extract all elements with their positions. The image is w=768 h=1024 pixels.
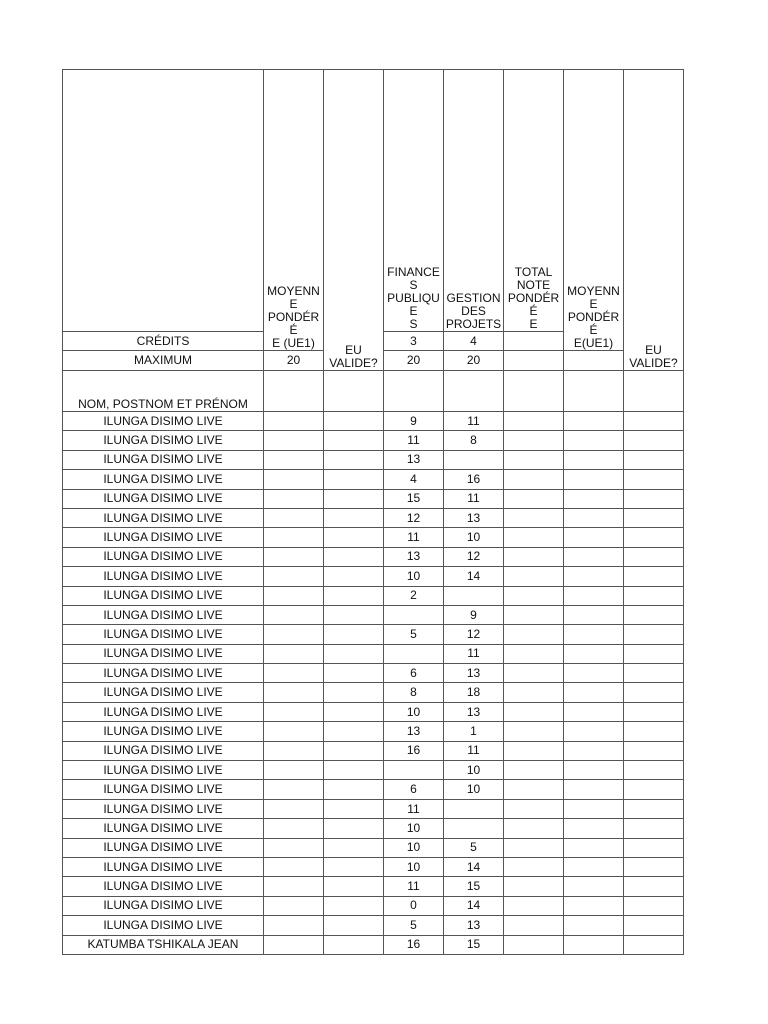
gestion-cell: 10 [444,780,504,799]
total-cell [504,819,564,838]
student-name: ILUNGA DISIMO LIVE [63,644,264,663]
blank-header-cell [63,70,264,332]
student-name: ILUNGA DISIMO LIVE [63,450,264,469]
header-row-titles [63,70,684,332]
student-name: ILUNGA DISIMO LIVE [63,431,264,450]
eu-valide-cell [324,567,384,586]
student-name: ILUNGA DISIMO LIVE [63,412,264,431]
total-note-ponderee-header: TOTAL NOTE PONDÉRÉ E [504,70,564,332]
gestion-cell [444,450,504,469]
total-cell [504,605,564,624]
finances-cell: 13 [384,547,444,566]
table-row [63,489,684,508]
student-name: ILUNGA DISIMO LIVE [63,528,264,547]
moyenne-cell [264,547,324,566]
gestion-cell: 15 [444,877,504,896]
gestion-cell: 10 [444,528,504,547]
moyenne-cell [264,625,324,644]
table-row [63,625,684,644]
eu-valide-cell [324,819,384,838]
gestion-cell [444,819,504,838]
total-cell [504,916,564,935]
eu-valide-cell [324,586,384,605]
eu-valide-cell [324,664,384,683]
total-cell [504,508,564,527]
moyenne-cell-2 [564,799,624,818]
finances-publiques-header: FINANCES PUBLIQUE S [384,70,444,332]
eu-valide-cell [324,741,384,760]
moyenne-cell-2 [564,683,624,702]
eu-valide-cell [324,916,384,935]
table-row [63,896,684,915]
total-cell [504,450,564,469]
eu-valide-cell-2 [624,489,684,508]
student-name: ILUNGA DISIMO LIVE [63,547,264,566]
table-row [63,605,684,624]
moyenne-cell [264,935,324,954]
student-name: ILUNGA DISIMO LIVE [63,799,264,818]
eu-valide-cell-2 [624,508,684,527]
credits-finances: 3 [384,332,444,351]
gestion-cell: 11 [444,644,504,663]
eu-valide-cell-2 [624,916,684,935]
moyenne-cell [264,799,324,818]
eu-valide-cell [324,799,384,818]
moyenne-cell-2 [564,450,624,469]
student-name: ILUNGA DISIMO LIVE [63,722,264,741]
total-cell [504,412,564,431]
total-cell [504,838,564,857]
moyenne-cell [264,761,324,780]
finances-cell: 6 [384,780,444,799]
total-cell [504,857,564,876]
table-row [63,877,684,896]
eu-valide-cell [324,722,384,741]
eu-valide-cell-2 [624,935,684,954]
moyenne-cell [264,722,324,741]
total-cell [504,702,564,721]
moyenne-cell-2 [564,722,624,741]
eu-valide-cell [324,780,384,799]
moyenne-cell [264,567,324,586]
gestion-cell: 18 [444,683,504,702]
moyenne-cell-2 [564,586,624,605]
moyenne-cell [264,605,324,624]
maximum-finances: 20 [384,351,444,371]
eu-valide-cell [324,470,384,489]
eu-valide-cell-2 [624,586,684,605]
finances-cell: 13 [384,722,444,741]
gestion-cell: 1 [444,722,504,741]
moyenne-cell [264,586,324,605]
eu-valide-cell-2 [624,644,684,663]
eu-valide-cell [324,857,384,876]
maximum-label: MAXIMUM [63,351,264,371]
finances-cell: 8 [384,683,444,702]
student-name: ILUNGA DISIMO LIVE [63,625,264,644]
eu-valide-cell-2 [624,625,684,644]
eu-valide-cell-2 [624,896,684,915]
eu-valide-cell [324,625,384,644]
total-cell [504,761,564,780]
table-row [63,644,684,663]
moyenne-cell-2 [564,625,624,644]
eu-valide-cell-2 [624,547,684,566]
gestion-cell: 11 [444,741,504,760]
table-row [63,722,684,741]
finances-cell: 12 [384,508,444,527]
gestion-cell: 13 [444,664,504,683]
name-column-header-row [63,371,684,412]
eu-valide-cell-2 [624,450,684,469]
gestion-cell: 16 [444,470,504,489]
table-row [63,741,684,760]
gestion-cell: 12 [444,625,504,644]
moyenne-cell-2 [564,508,624,527]
table-row [63,528,684,547]
gestion-cell: 15 [444,935,504,954]
maximum-gestion: 20 [444,351,504,371]
finances-cell: 15 [384,489,444,508]
moyenne-cell [264,683,324,702]
moyenne-cell-2 [564,857,624,876]
finances-cell: 5 [384,916,444,935]
student-name: ILUNGA DISIMO LIVE [63,567,264,586]
total-cell [504,683,564,702]
moyenne-cell [264,528,324,547]
total-cell [504,431,564,450]
eu-valide-cell-2 [624,431,684,450]
total-cell [504,470,564,489]
moyenne-cell [264,838,324,857]
table-row [63,838,684,857]
gestion-cell: 11 [444,489,504,508]
total-cell [504,722,564,741]
moyenne-cell-2 [564,644,624,663]
eu-valide-header: EU VALIDE? [324,70,384,371]
gestion-cell: 14 [444,896,504,915]
eu-valide-cell [324,683,384,702]
student-name: ILUNGA DISIMO LIVE [63,683,264,702]
finances-cell: 6 [384,664,444,683]
name-column-header: NOM, POSTNOM ET PRÉNOM [63,371,264,412]
total-cell [504,586,564,605]
table-row [63,470,684,489]
eu-valide-cell [324,877,384,896]
total-cell [504,489,564,508]
moyenne-cell-2 [564,916,624,935]
moyenne-cell [264,508,324,527]
student-name: ILUNGA DISIMO LIVE [63,508,264,527]
moyenne-cell-2 [564,819,624,838]
gestion-cell [444,586,504,605]
moyenne-cell [264,470,324,489]
eu-valide-cell-2 [624,838,684,857]
student-name: ILUNGA DISIMO LIVE [63,857,264,876]
finances-cell [384,644,444,663]
eu-valide-cell-2 [624,722,684,741]
eu-valide-cell-2 [624,780,684,799]
moyenne-cell [264,450,324,469]
moyenne-cell-2 [564,761,624,780]
table-row [63,857,684,876]
moyenne-cell-2 [564,431,624,450]
moyenne-cell-2 [564,896,624,915]
eu-valide-cell [324,431,384,450]
table-row [63,431,684,450]
eu-valide-cell-2 [624,664,684,683]
table-row [63,819,684,838]
total-cell [504,780,564,799]
grades-table-body [63,70,684,955]
moyenne-cell-2 [564,935,624,954]
student-name: ILUNGA DISIMO LIVE [63,664,264,683]
moyenne-cell [264,489,324,508]
finances-cell: 10 [384,702,444,721]
moyenne-cell-2 [564,838,624,857]
gestion-cell: 8 [444,431,504,450]
eu-valide-cell [324,528,384,547]
credits-label: CRÉDITS [63,332,264,351]
moyenne-cell-2 [564,605,624,624]
moyenne-cell [264,916,324,935]
gestion-cell: 9 [444,605,504,624]
finances-cell: 2 [384,586,444,605]
moyenne-cell [264,644,324,663]
moyenne-cell-2 [564,741,624,760]
total-cell [504,877,564,896]
moyenne-cell-2 [564,702,624,721]
student-name: ILUNGA DISIMO LIVE [63,838,264,857]
total-cell [504,741,564,760]
moyenne-cell-2 [564,489,624,508]
eu-valide-cell [324,489,384,508]
finances-cell: 10 [384,819,444,838]
table-row [63,935,684,954]
moyenne-cell [264,877,324,896]
student-name: ILUNGA DISIMO LIVE [63,877,264,896]
eu-valide-header-2: EU VALIDE? [624,70,684,371]
table-row [63,547,684,566]
student-name: ILUNGA DISIMO LIVE [63,896,264,915]
moyenne-cell-2 [564,547,624,566]
moyenne-ponderee-ue1-header-2: MOYENN E PONDÉRÉ E(UE1) [564,70,624,351]
finances-cell: 11 [384,528,444,547]
total-cell [504,567,564,586]
table-row [63,664,684,683]
moyenne-cell-2 [564,528,624,547]
total-cell [504,935,564,954]
table-row [63,412,684,431]
moyenne-ponderee-ue1-header: MOYENN E PONDÉRÉ E (UE1) [264,70,324,351]
student-name: ILUNGA DISIMO LIVE [63,780,264,799]
moyenne-cell-2 [564,780,624,799]
eu-valide-cell-2 [624,470,684,489]
eu-valide-cell [324,896,384,915]
moyenne-cell [264,664,324,683]
student-name: ILUNGA DISIMO LIVE [63,489,264,508]
gestion-cell: 14 [444,857,504,876]
maximum-total [504,351,564,371]
student-name: ILUNGA DISIMO LIVE [63,586,264,605]
eu-valide-cell [324,935,384,954]
student-name: ILUNGA DISIMO LIVE [63,819,264,838]
table-row [63,780,684,799]
moyenne-cell-2 [564,664,624,683]
finances-cell: 0 [384,896,444,915]
eu-valide-cell-2 [624,761,684,780]
table-row [63,567,684,586]
finances-cell: 10 [384,567,444,586]
moyenne-cell-2 [564,567,624,586]
finances-cell: 11 [384,877,444,896]
finances-cell: 16 [384,741,444,760]
finances-cell: 11 [384,431,444,450]
student-name: KATUMBA TSHIKALA JEAN [63,935,264,954]
credits-total [504,332,564,351]
total-cell [504,664,564,683]
moyenne-cell [264,857,324,876]
eu-valide-cell-2 [624,528,684,547]
moyenne-cell-2 [564,412,624,431]
eu-valide-cell [324,605,384,624]
finances-cell [384,761,444,780]
eu-valide-cell-2 [624,877,684,896]
eu-valide-cell [324,761,384,780]
moyenne-cell [264,780,324,799]
student-name: ILUNGA DISIMO LIVE [63,470,264,489]
moyenne-cell [264,702,324,721]
total-cell [504,528,564,547]
finances-cell [384,605,444,624]
eu-valide-cell-2 [624,819,684,838]
moyenne-cell [264,896,324,915]
student-name: ILUNGA DISIMO LIVE [63,605,264,624]
total-cell [504,625,564,644]
gestion-cell [444,799,504,818]
maximum-moyenne-2 [564,351,624,371]
eu-valide-cell [324,450,384,469]
total-cell [504,644,564,663]
eu-valide-cell [324,838,384,857]
grades-table [62,69,684,955]
eu-valide-cell-2 [624,799,684,818]
total-cell [504,896,564,915]
table-row [63,916,684,935]
finances-cell: 4 [384,470,444,489]
eu-valide-cell-2 [624,857,684,876]
finances-cell: 5 [384,625,444,644]
eu-valide-cell-2 [624,741,684,760]
student-name: ILUNGA DISIMO LIVE [63,702,264,721]
eu-valide-cell [324,644,384,663]
moyenne-cell [264,741,324,760]
gestion-cell: 10 [444,761,504,780]
moyenne-cell-2 [564,877,624,896]
finances-cell: 10 [384,838,444,857]
eu-valide-cell-2 [624,605,684,624]
gestion-cell: 13 [444,702,504,721]
credits-gestion: 4 [444,332,504,351]
gestion-cell: 14 [444,567,504,586]
student-name: ILUNGA DISIMO LIVE [63,916,264,935]
eu-valide-cell [324,702,384,721]
student-name: ILUNGA DISIMO LIVE [63,741,264,760]
finances-cell: 9 [384,412,444,431]
table-row [63,450,684,469]
gestion-cell: 11 [444,412,504,431]
moyenne-cell [264,412,324,431]
moyenne-cell-2 [564,470,624,489]
student-name: ILUNGA DISIMO LIVE [63,761,264,780]
eu-valide-cell-2 [624,412,684,431]
finances-cell: 11 [384,799,444,818]
finances-cell: 13 [384,450,444,469]
gestion-des-projets-header: GESTION DES PROJETS [444,70,504,332]
eu-valide-cell-2 [624,567,684,586]
moyenne-cell [264,819,324,838]
total-cell [504,547,564,566]
finances-cell: 16 [384,935,444,954]
eu-valide-cell [324,412,384,431]
gestion-cell: 13 [444,508,504,527]
gestion-cell: 12 [444,547,504,566]
maximum-moyenne: 20 [264,351,324,371]
gestion-cell: 13 [444,916,504,935]
finances-cell: 10 [384,857,444,876]
table-row [63,683,684,702]
gestion-cell: 5 [444,838,504,857]
moyenne-cell [264,431,324,450]
eu-valide-cell [324,508,384,527]
total-cell [504,799,564,818]
table-row [63,508,684,527]
table-row [63,799,684,818]
table-row [63,761,684,780]
table-row [63,586,684,605]
eu-valide-cell-2 [624,683,684,702]
eu-valide-cell [324,547,384,566]
table-row [63,702,684,721]
eu-valide-cell-2 [624,702,684,721]
